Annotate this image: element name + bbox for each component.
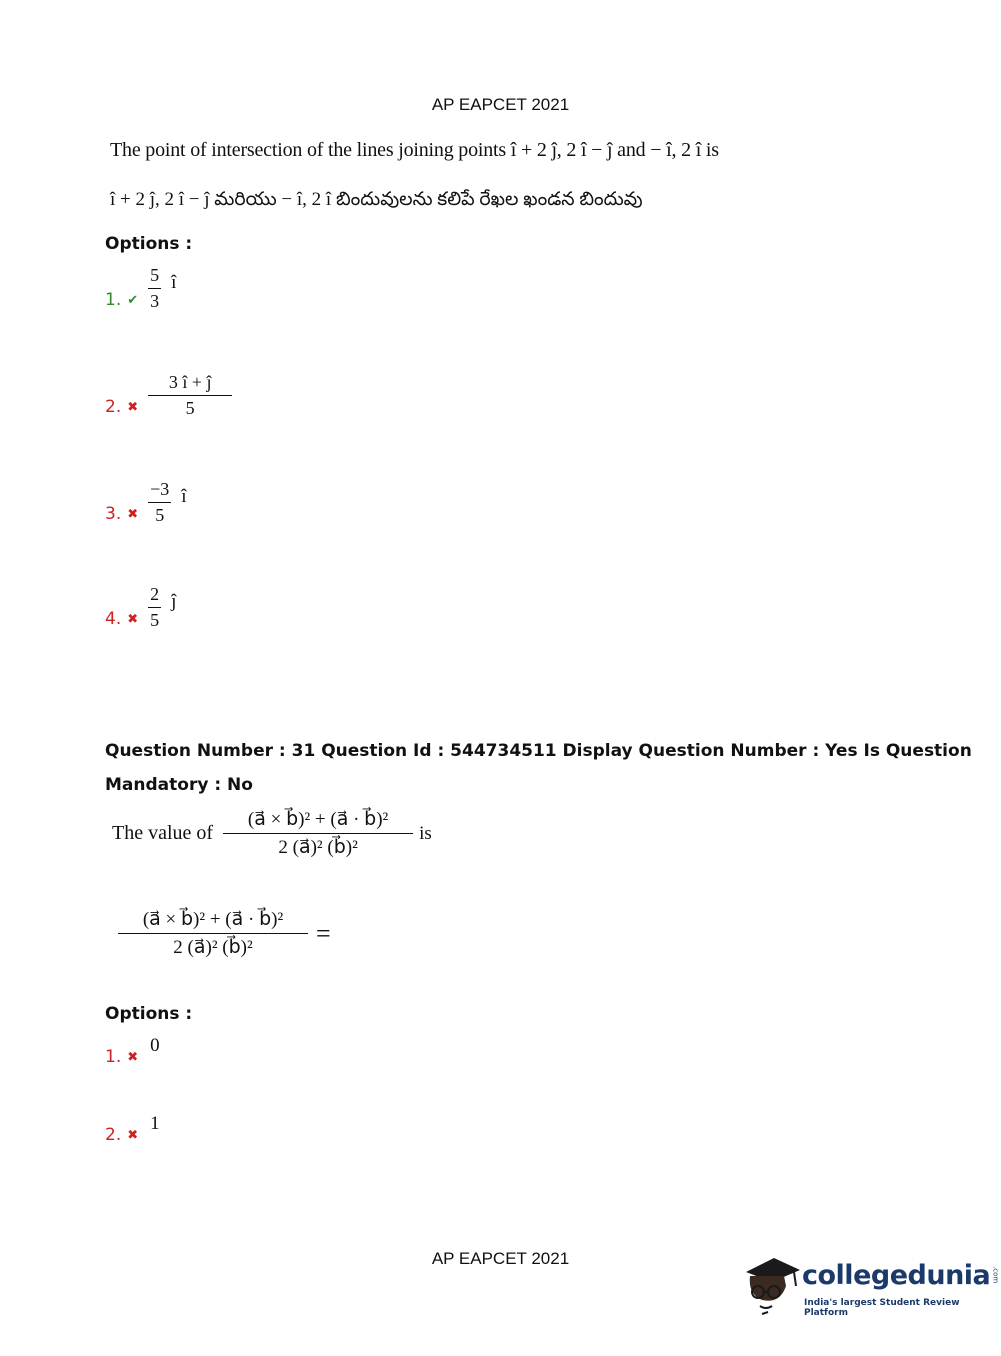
options-heading: Options : bbox=[105, 234, 193, 254]
question-text-telugu: î + 2 ĵ, 2 î − ĵ మరియు − î, 2 î బిందువులను కలిపే రేఖల ఖండన బిందువు bbox=[110, 189, 643, 210]
question-suffix: is bbox=[419, 822, 432, 844]
option-number: 3. bbox=[105, 504, 122, 524]
q2-option-2[interactable] bbox=[105, 1113, 160, 1145]
logo-tagline: India's largest Student Review Platform bbox=[804, 1298, 960, 1318]
logo-domain-suffix: .com bbox=[991, 1266, 1000, 1284]
option-fraction bbox=[148, 479, 171, 526]
cross-icon: ✖ bbox=[127, 1128, 139, 1143]
cross-icon: ✖ bbox=[127, 612, 139, 627]
option-unit-vector: î bbox=[181, 486, 187, 507]
expression-numerator: (a⃗ × b⃗)² + (a⃗ · b⃗)² bbox=[247, 809, 389, 830]
option-unit-vector: ĵ bbox=[171, 591, 177, 612]
question-meta-line-1: Question Number : 31 Question Id : 544734511 Display Question Number : Yes Is Question bbox=[105, 741, 972, 761]
q2-option-1[interactable] bbox=[105, 1035, 160, 1067]
cross-icon: ✖ bbox=[127, 1050, 139, 1065]
question-2-text bbox=[112, 808, 432, 859]
question-2-expression-telugu bbox=[118, 908, 331, 959]
fraction-denominator: 5 bbox=[185, 398, 195, 418]
question-meta-line-2: Mandatory : No bbox=[105, 775, 253, 795]
expression-denominator: 2 (a⃗)² (b⃗)² bbox=[173, 937, 253, 958]
collegedunia-logo[interactable] bbox=[740, 1250, 1000, 1320]
question-prefix: The value of bbox=[112, 822, 214, 844]
fraction-denominator: 5 bbox=[150, 610, 160, 630]
check-icon: ✔ bbox=[127, 293, 139, 308]
fraction-numerator: −3 bbox=[150, 479, 170, 499]
option-2[interactable] bbox=[105, 372, 232, 419]
fraction-numerator: 2 bbox=[150, 584, 160, 604]
logo-wordmark: collegedunia bbox=[802, 1260, 991, 1291]
option-number: 2. bbox=[105, 397, 122, 417]
option-value: 0 bbox=[150, 1035, 160, 1056]
expression-denominator: 2 (a⃗)² (b⃗)² bbox=[278, 837, 358, 858]
fraction-numerator: 5 bbox=[150, 265, 160, 285]
page-header: AP EAPCET 2021 bbox=[431, 95, 570, 114]
option-4[interactable] bbox=[105, 584, 176, 631]
option-number: 1. bbox=[105, 1047, 122, 1067]
option-fraction bbox=[148, 265, 161, 312]
option-fraction bbox=[148, 372, 232, 419]
options-heading: Options : bbox=[105, 1004, 193, 1024]
fraction-denominator: 3 bbox=[150, 291, 160, 311]
option-number: 2. bbox=[105, 1125, 122, 1145]
option-1[interactable] bbox=[105, 265, 176, 312]
cross-icon: ✖ bbox=[127, 400, 139, 415]
option-fraction bbox=[148, 584, 161, 631]
option-number: 1. bbox=[105, 290, 122, 310]
equals-sign: = bbox=[316, 918, 331, 948]
question-expression bbox=[223, 808, 413, 859]
fraction-denominator: 5 bbox=[155, 505, 165, 525]
expression-repeat bbox=[118, 908, 308, 959]
option-value: 1 bbox=[150, 1113, 160, 1134]
option-unit-vector: î bbox=[171, 272, 177, 293]
option-3[interactable] bbox=[105, 479, 187, 526]
fraction-numerator: 3 î + ĵ bbox=[168, 372, 212, 392]
question-text-english: The point of intersection of the lines joining points î + 2 ĵ, 2 î − ĵ and − î, 2 î is bbox=[110, 139, 719, 161]
expression-numerator: (a⃗ × b⃗)² + (a⃗ · b⃗)² bbox=[142, 909, 284, 930]
cross-icon: ✖ bbox=[127, 507, 139, 522]
mascot-icon bbox=[740, 1250, 802, 1316]
page-footer: AP EAPCET 2021 bbox=[431, 1249, 570, 1268]
option-number: 4. bbox=[105, 609, 122, 629]
